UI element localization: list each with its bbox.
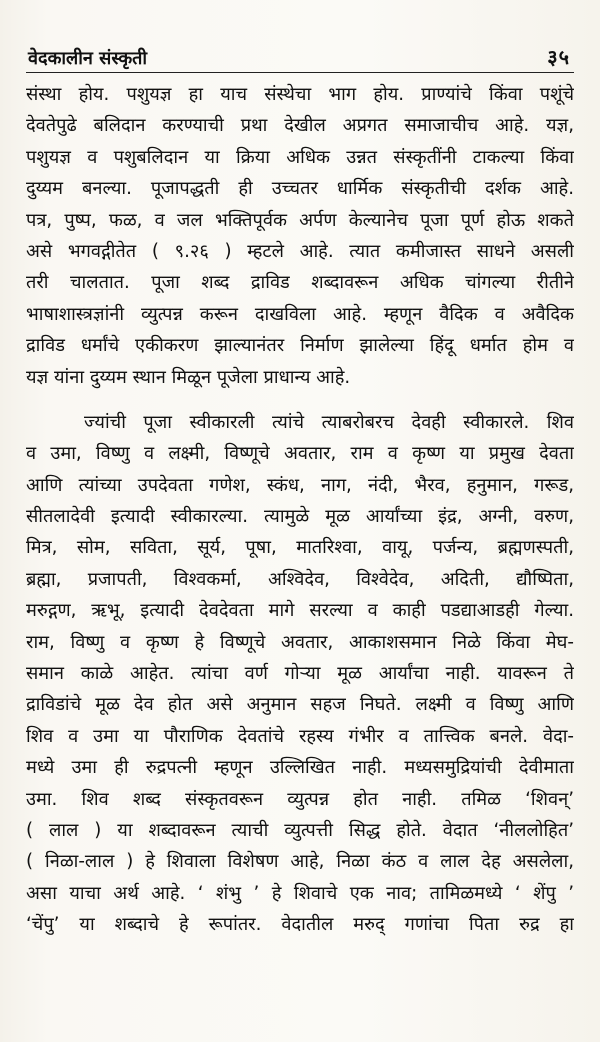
text-line: सीतलादेवी इत्यादी स्वीकारल्या. त्यामुळे मूळ आर्यांच्या इंद्र, अग्नी, वरुण,: [26, 506, 574, 528]
text-line: तरी चालतात. पूजा शब्द द्राविड शब्दावरून अधिक चांगल्या रीतीने: [26, 272, 574, 294]
text-line: मित्र, सोम, सविता, सूर्य, पूषा, मातरिश्वा, वायू, पर्जन्य, ब्रह्मणस्पती,: [26, 537, 574, 559]
text-line: ‘चेंपु’ या शब्दाचे हे रूपांतर. वेदातील मरुद् गणांचा पिता रुद्र हा: [26, 914, 574, 936]
text-line: ( लाल ) या शब्दावरून त्याची व्युत्पत्ती सिद्ध होते. वेदात ‘नीललोहित’: [26, 819, 574, 841]
text-line: उमा. शिव शब्द संस्कृतवरून व्युत्पन्न होत नाही. तमिळ ‘शिवन्’: [26, 788, 574, 810]
text-line: मध्ये उमा ही रुद्रपत्नी म्हणून उल्लिखित नाही. मध्यसमुद्रियांची देवीमाता: [26, 757, 574, 779]
text-line: ज्यांची पूजा स्वीकारली त्यांचे त्याबरोबरच देवही स्वीकारले. शिव: [84, 411, 574, 433]
text-line: राम, विष्णु व कृष्ण हे विष्णूचे अवतार, आकाशसमान निळे किंवा मेघ-: [26, 631, 574, 653]
text-line: दुय्यम बनल्या. पूजापद्धती ही उच्चतर धार्मिक संस्कृतीची दर्शक आहे.: [26, 178, 574, 200]
paragraph: [26, 79, 574, 393]
text-line: देवतेपुढे बलिदान करण्याची प्रथा देखील अप्रगत समाजाचीच आहे. यज्ञ,: [26, 115, 574, 137]
body-text: [26, 79, 574, 941]
page-number: ३५: [547, 45, 570, 69]
paragraph: [26, 407, 574, 941]
text-line: समान काळे आहेत. त्यांचा वर्ण गोऱ्या मूळ आर्यांचा नाही. यावरून ते: [26, 663, 574, 685]
text-line: असा याचा अर्थ आहे. ‘ शंभु ’ हे शिवाचे एक नाव; तामिळमध्ये ‘ शेंपु ’: [26, 882, 574, 904]
text-line: पत्र, पुष्प, फळ, व जल भक्तिपूर्वक अर्पण केल्यानेच पूजा पूर्ण होऊ शकते: [26, 209, 574, 231]
text-line: पशुयज्ञ व पशुबलिदान या क्रिया अधिक उन्नत संस्कृतींनी टाकल्या किंवा: [26, 146, 574, 168]
chapter-title: वेदकालीन संस्कृती: [28, 48, 148, 69]
text-line: असे भगवद्गीतेत ( ९.२६ ) म्हटले आहे. त्यात कमीजास्त साधने असली: [26, 240, 574, 262]
text-line: द्राविडांचे मूळ देव होत असे अनुमान सहज निघते. लक्ष्मी व विष्णु आणि: [26, 694, 574, 716]
text-line: द्राविड धर्मांचे एकीकरण झाल्यानंतर निर्माण झालेल्या हिंदू धर्मात होम व: [26, 335, 574, 357]
text-line: संस्था होय. पशुयज्ञ हा याच संस्थेचा भाग होय. प्राण्यांचे किंवा पशूंचे: [26, 84, 574, 105]
text-line: शिव व उमा या पौराणिक देवतांचे रहस्य गंभीर व तात्त्विक बनले. वेदा-: [26, 725, 574, 747]
text-line: व उमा, विष्णु व लक्ष्मी, विष्णूचे अवतार, राम व कृष्ण या प्रमुख देवता: [26, 443, 574, 465]
text-line: भाषाशास्त्रज्ञांनी व्युत्पन्न करून दाखविला आहे. म्हणून वैदिक व अवैदिक: [26, 303, 574, 325]
running-header: [26, 40, 574, 73]
text-line: यज्ञ यांना दुय्यम स्थान मिळून पूजेला प्राधान्य आहे.: [26, 366, 351, 388]
text-line: ब्रह्मा, प्रजापती, विश्वकर्मा, अश्विदेव, विश्वेदेव, अदिती, द्यौष्पिता,: [26, 568, 574, 590]
paragraph-spacer: [26, 393, 574, 407]
text-line: ( निळा-लाल ) हे शिवाला विशेषण आहे, निळा कंठ व लाल देह असलेला,: [26, 851, 574, 873]
text-line: मरुद्गण, ऋभू, इत्यादी देवदेवता मागे सरल्या व काही पडद्याआडही गेल्या.: [26, 600, 574, 622]
text-line: आणि त्यांच्या उपदेवता गणेश, स्कंध, नाग, नंदी, भैरव, हनुमान, गरूड,: [26, 474, 574, 496]
